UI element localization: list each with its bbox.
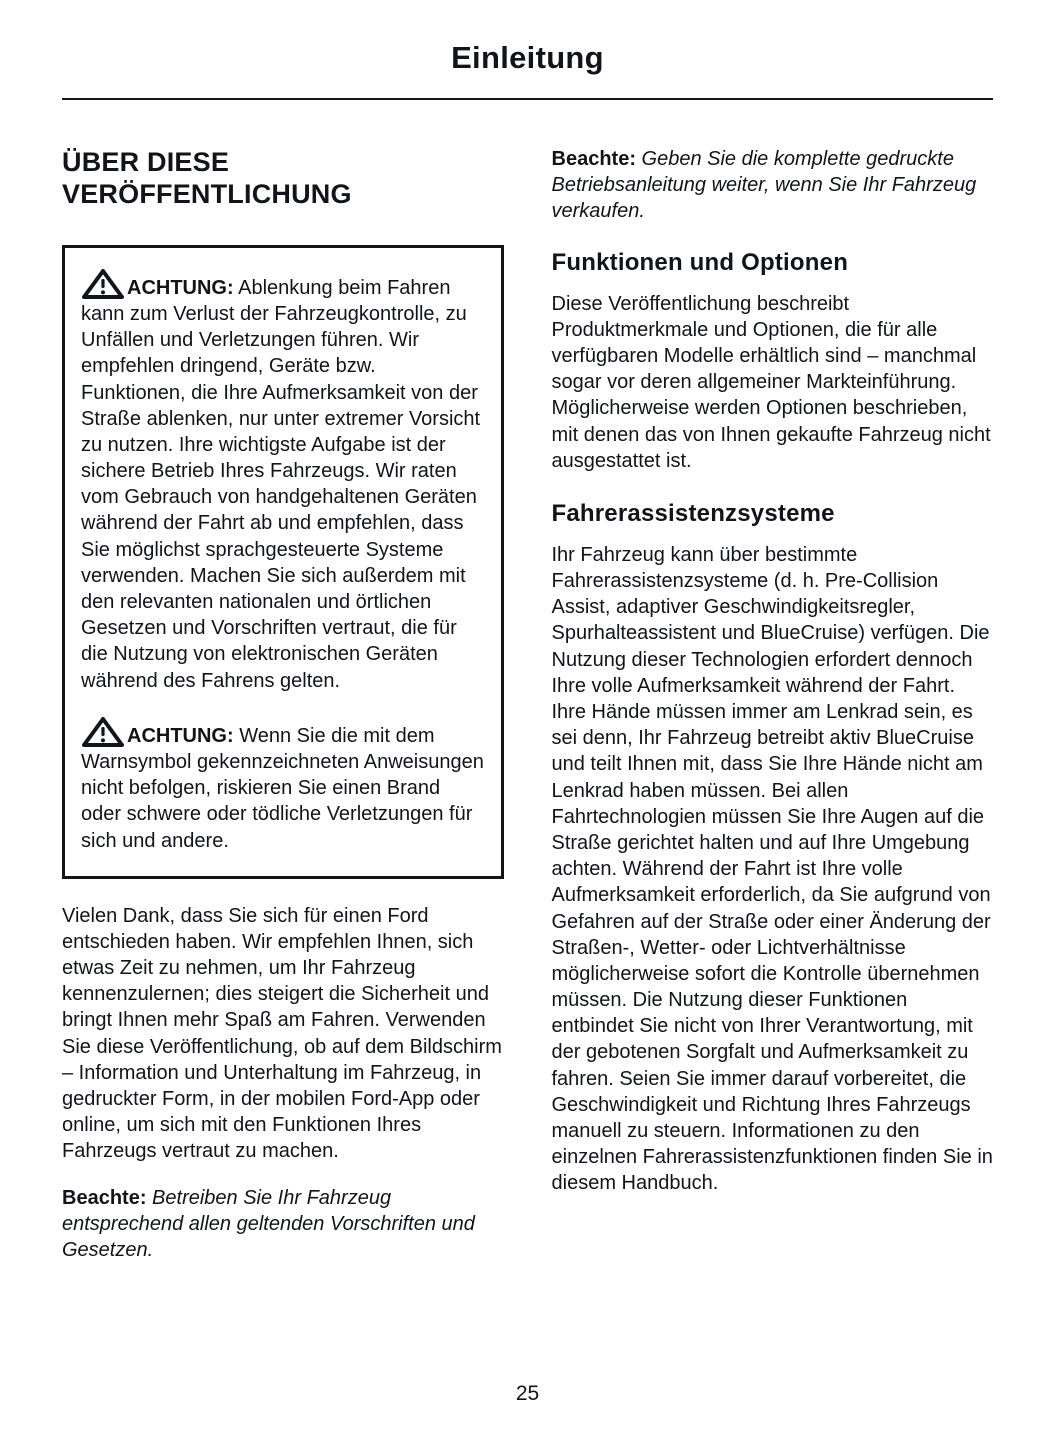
section-title-driver-assistance: Fahrerassistenzsysteme xyxy=(551,499,835,527)
warning-box xyxy=(62,245,504,879)
header-divider xyxy=(62,98,993,100)
features-options-paragraph: Diese Veröffentlichung beschreibt Produktmerkmale und Optionen, die für alle verfügbaren Modelle erhältlich sind – manchmal sogar vor deren allgemeiner Markteinführung. Möglicherweise werden Optionen beschrieben, mit denen das von Ihnen gekaufte Fahrzeug nicht ausgestattet ist. xyxy=(551,292,991,472)
warning-triangle-icon xyxy=(81,268,125,300)
note-handover-manual xyxy=(552,146,994,225)
warning-triangle-icon xyxy=(81,716,125,748)
warning-label: ACHTUNG: xyxy=(127,724,234,747)
warning-symbol-instructions xyxy=(81,716,485,854)
page-title: Einleitung xyxy=(451,40,604,75)
intro-paragraph: Vielen Dank, dass Sie sich für einen Ford entschieden haben. Wir empfehlen Ihnen, sich etwas Zeit zu nehmen, um Ihr Fahrzeug kennenzulernen; dies steigert die Sicherheit und bringt Ihnen mehr Spaß am Fahren. Verwenden Sie diese Veröffentlichung, ob auf dem Bildschirm – Information und Unterhaltung im Fahrzeug, in gedruckter Form, in der mobilen Ford-App oder online, um sich mit den Funktionen Ihres Fahrzeugs vertraut zu machen. xyxy=(62,904,502,1163)
driver-assistance-paragraph: Ihr Fahrzeug kann über bestimmte Fahrerassistenzsysteme (d. h. Pre-Collision Assist, adaptiver Geschwindigkeitsregler, Spurhalteassistent und BlueCruise) verfügen. Die Nutzung dieser Technologien erfordert dennoch Ihre volle Aufmerksamkeit während der Fahrt. Ihre Hände müssen immer am Lenkrad sein, es sei denn, Ihr Fahrzeug betreibt aktiv BlueCruise und teilt Ihnen mit, dass Sie Ihre Hände nicht am Lenkrad haben müssen. Bei allen Fahrtechnologien müssen Sie Ihre Augen auf die Straße gerichtet halten und auf Ihre Umgebung achten. Während der Fahrt ist Ihre volle Aufmerksamkeit erforderlich, da Sie aufgrund von Gefahren auf der Straße oder einer Änderung der Straßen-, Wetter- oder Lichtverhältnisse möglicherweise sofort die Kontrolle übernehmen müssen. Die Nutzung dieser Funktionen entbindet Sie nicht von Ihrer Verantwortung, mit der gebotenen Sorgfalt und Aufmerksamkeit zu fahren. Seien Sie immer darauf vorbereitet, die Geschwindigkeit und Richtung Ihres Fahrzeugs manuell zu steuern. Informationen zu den einzelnen Fahrerassistenzfunktionen finden Sie in diesem Handbuch. xyxy=(551,543,993,1195)
page-header xyxy=(62,40,993,76)
note-text: Betreiben Sie Ihr Fahrzeug entsprechend allen geltenden Vorschriften und Gesetzen. xyxy=(62,1186,475,1261)
note-operate-vehicle xyxy=(62,1185,504,1264)
section-title-about-this-publication: ÜBER DIESE VERÖFFENTLICHUNG xyxy=(62,147,352,210)
page-number: 25 xyxy=(515,1382,540,1405)
warning-label: ACHTUNG: xyxy=(127,276,234,299)
note-label: Beachte: xyxy=(62,1186,147,1209)
warning-text: Wenn Sie die mit dem Warnsymbol gekennzeichneten Anweisungen nicht befolgen, riskieren Sie einen Brand oder schwere oder tödliche Verletzungen für sich und andere. xyxy=(81,724,484,852)
note-label: Beachte: xyxy=(551,148,636,170)
left-column xyxy=(62,146,504,1285)
note-text: Geben Sie die komplette gedruckte Betriebsanleitung weiter, wenn Sie Ihr Fahrzeug verkaufen. xyxy=(551,148,977,223)
section-title-features-options: Funktionen und Optionen xyxy=(551,248,849,276)
right-column xyxy=(552,146,994,1217)
warning-distraction xyxy=(81,268,485,694)
two-column-layout xyxy=(62,146,993,1285)
warning-text: Ablenkung beim Fahren kann zum Verlust der Fahrzeugkontrolle, zu Unfällen und Verletzungen führen. Wir empfehlen dringend, Geräte bzw. Funktionen, die Ihre Aufmerksamkeit von der Straße ablenken, nur unter extremer Vorsicht zu nutzen. Ihre wichtigste Aufgabe ist der sichere Betrieb Ihres Fahrzeugs. Wir raten vom Gebrauch von handgehaltenen Geräten während der Fahrt ab und empfehlen, dass Sie möglichst sprachgesteuerte Systeme verwenden. Machen Sie sich außerdem mit den relevanten nationalen und örtlichen Gesetzen und Vorschriften vertraut, die für die Nutzung von elektronischen Geräten während des Fahrens gelten. xyxy=(81,276,481,692)
